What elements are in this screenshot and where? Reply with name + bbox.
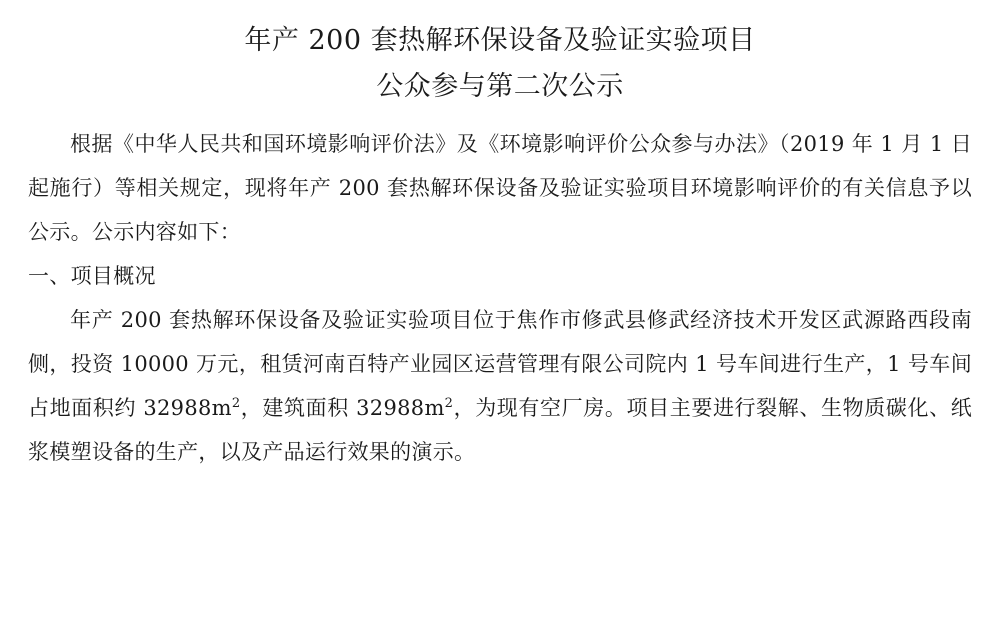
- section-body-paragraph: [28, 298, 972, 474]
- page-title: [28, 18, 972, 110]
- area-superscript-1: 2: [231, 396, 241, 411]
- intro-paragraph: 根据《中华人民共和国环境影响评价法》及《环境影响评价公众参与办法》（2019 年 1 月 1 日起施行）等相关规定，现将年产 200 套热解环保设备及验证实验项目环境影响评价的有关信息予以公示。公示内容如下：: [28, 132, 972, 244]
- page-title-line-1: 年产 200 套热解环保设备及验证实验项目: [244, 25, 756, 56]
- page-title-line-2: 公众参与第二次公示: [376, 71, 624, 102]
- section-body-part-3: ，为现有空厂房。项目主要进行裂解、生物质碳化、纸浆模塑设备的生产，以及产品运行效果的演示。: [28, 396, 972, 464]
- section-body-part-1: 年产 200 套热解环保设备及验证实验项目位于焦作市修武县修武经济技术开发区武源路西段南侧，投资 10000 万元，租赁河南百特产业园区运营管理有限公司院内 1 号车间进行生产，1 号车间占地面积约 32988m: [28, 308, 972, 420]
- area-superscript-2: 2: [444, 396, 454, 411]
- section-heading: 一、项目概况: [28, 264, 156, 288]
- title-block: [28, 18, 972, 110]
- section-body-part-2: ，建筑面积 32988m: [240, 396, 445, 420]
